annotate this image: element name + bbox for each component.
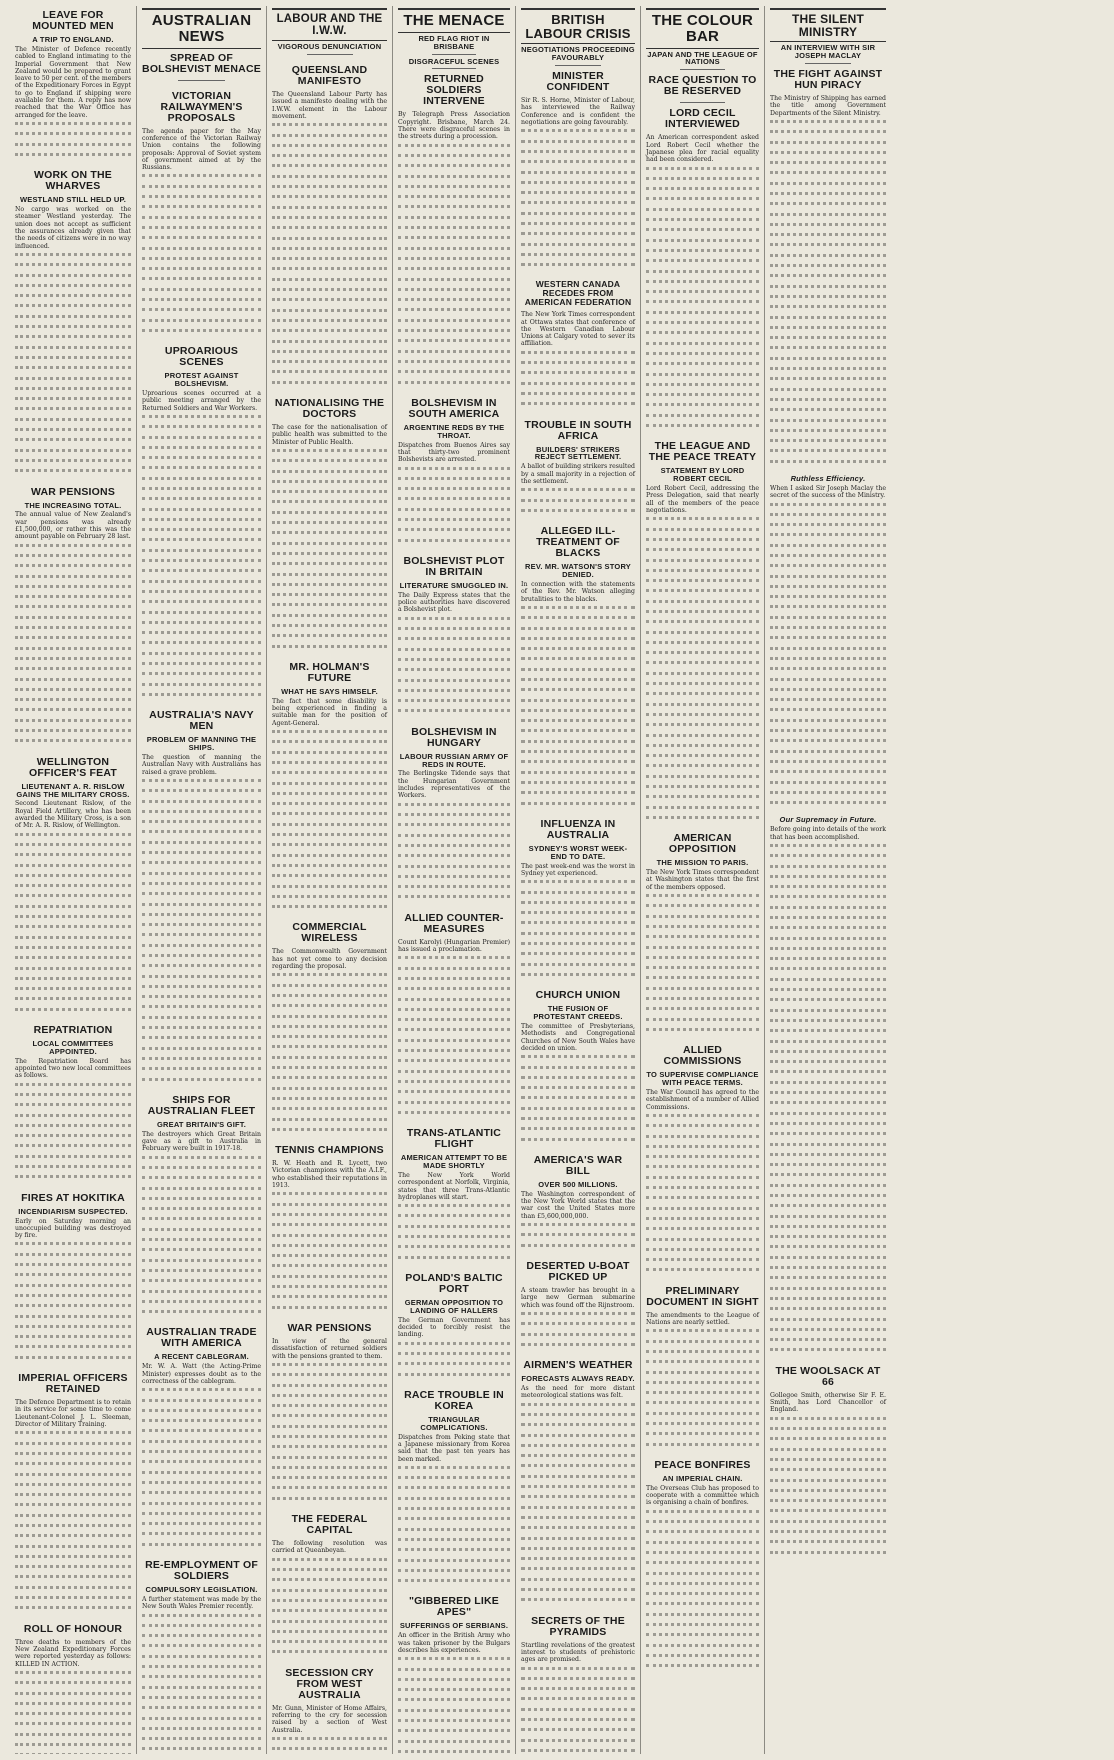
text-filler [15,1671,131,1754]
article-text: The New York Times correspondent at Ottawa states that conference of the Western Canadian Labour Unions at Calgary voted to sever its affiliation. [521,311,635,348]
article-war-pensions-2 [272,1321,387,1504]
headline: LEAVE FOR MOUNTED MEN [32,9,114,33]
headline: AIRMEN'S WEATHER [523,1359,633,1372]
headline: TRANS-ATLANTIC FLIGHT [406,1127,502,1151]
text-filler [521,606,635,809]
headline: WESTERN CANADA RECEDES FROM AMERICAN FEDERATION [524,279,632,308]
article-south-africa [521,418,635,517]
text-filler [521,1312,635,1350]
article-colour-bar [646,8,759,431]
headline: BRITISH LABOUR CRISIS [521,8,635,44]
divider [432,54,477,55]
article-railwaymen [142,89,261,337]
column-3 [267,6,393,1754]
article-ruthless-efficiency [770,475,886,808]
subheading: LIEUTENANT A. R. RISLOW GAINS THE MILITARY CROSS. [16,781,130,799]
text-filler [15,544,131,747]
article-text: A ballot of building strikers resulted by a small majority in a rejection of the settlement. [521,463,635,485]
article-trade-america [142,1325,261,1550]
text-filler [15,1083,131,1183]
article-text: The Minister of Defence recently cabled to England intimating to the Imperial Government that New Zealand would be prepared to grant leave to 50 per cent. of the members of the Expeditionary Forces in Egypt to go to England if shipping were available for them. A reply has now reached that the War Office has arranged for the leave. [15,45,131,119]
headline: CHURCH UNION [535,989,621,1002]
article-text: Before going into details of the work that has been accomplished. [770,826,886,841]
text-filler [272,730,387,912]
article-supremacy-future [770,816,886,1355]
article-text: The destroyers which Great Britain gave as a gift to Australia in February were built in 1917-18. [142,1130,261,1153]
article-text: The New York Times correspondent at Washington states that the first of the members opposed. [646,869,759,891]
article-imperial-officers [15,1371,131,1614]
subheading: GERMAN OPPOSITION TO LANDING OF HALLERS [404,1297,504,1315]
headline: RACE QUESTION TO BE RESERVED [648,74,757,98]
headline: WORK ON THE WHARVES [33,169,113,193]
text-filler [770,503,886,809]
article-text: The agenda paper for the May conference of the Victorian Railway Union contains the following proposals: Approval of Soviet system of government aimed at by the Russians. [142,127,261,172]
subheading: THE FUSION OF PROTESTANT CREEDS. [533,1004,623,1022]
article-labour-iww [272,8,387,55]
headline: REPATRIATION [33,1023,113,1036]
headline: ROLL OF HONOUR [23,1622,123,1635]
headline: THE FEDERAL CAPITAL [291,1513,368,1537]
article-text: The past week-end was the worst in Sydney yet experienced. [521,862,635,877]
subheading: LOCAL COMMITTEES APPOINTED. [32,1039,114,1056]
subheading: PROTEST AGAINST BOLSHEVISM. [164,371,239,389]
text-filler [521,1055,635,1145]
headline: FIRES AT HOKITIKA [21,1191,125,1204]
column-2 [137,6,267,1754]
article-text: Three deaths to members of the New Zealand Expeditionary Forces were reported yesterday as follows: KILLED IN ACTION. [15,1638,131,1668]
headline: RETURNED SOLDIERS INTERVENE [423,73,485,108]
article-text: Mr. W. A. Watt (the Acting-Prime Minister) expresses doubt as to the correctness of the cablegram. [142,1363,261,1385]
column-4 [393,6,516,1754]
headline: AUSTRALIAN TRADE WITH AMERICA [146,1326,257,1350]
text-filler [646,894,759,1035]
article-pyramids [521,1614,635,1754]
article-u-boat [521,1259,635,1350]
article-wharves [15,168,131,476]
headline: WAR PENSIONS [30,485,116,498]
divider [432,68,477,69]
divider [680,69,725,70]
headline: BOLSHEVISM IN HUNGARY [411,725,497,749]
text-filler [142,1156,261,1318]
headline: BOLSHEVISM IN SOUTH AMERICA [408,396,500,420]
article-text: The case for the nationalisation of public health was submitted to the Minister of Public Health. [272,424,387,446]
article-fires-hokitika [15,1191,131,1363]
article-federal-capital [272,1512,387,1658]
headline: MR. HOLMAN'S FUTURE [289,660,370,684]
text-filler [272,1558,387,1658]
text-filler [646,1329,759,1450]
article-text: The Overseas Club has proposed to cooperate with a committee which is organising a chain of bonfires. [646,1484,759,1507]
article-uproarious [142,344,261,700]
headline: COMMERCIAL WIRELESS [292,921,367,945]
article-menace [398,8,510,388]
article-text: Dispatches from Peking state that a Japanese missionary from Korea said that the past ten years has been marked. [398,1433,510,1463]
subheading: TRIANGULAR COMPLICATIONS. [420,1414,488,1432]
article-repatriation [15,1023,131,1183]
article-influenza [521,817,635,980]
headline: AMERICA'S WAR BILL [533,1153,623,1177]
article-text: Early on Saturday morning an unoccupied building was destroyed by fire. [15,1217,131,1240]
article-nationalising-doctors [272,396,387,652]
divider [680,102,725,103]
subheading: JAPAN AND THE LEAGUE OF NATIONS [647,49,758,67]
text-filler [272,123,387,388]
article-text: Dispatches from Buenos Aires say that thirty-two prominent Bolshevists are arrested. [398,441,510,464]
text-filler [15,833,131,1015]
headline: THE FIGHT AGAINST HUN PIRACY [773,67,883,91]
article-text: The War Council has agreed to the establishment of a number of Allied Commissions. [646,1089,759,1111]
article-text: The Daily Express states that the police authorities have discovered a Bolshevist plot. [398,591,510,614]
text-filler [15,253,131,477]
text-filler [521,351,635,410]
subheading: FORECASTS ALWAYS READY. [521,1374,635,1384]
text-filler [142,174,261,336]
article-airmen-weather [521,1358,635,1605]
text-filler [398,467,510,546]
article-secession [272,1666,387,1754]
article-american-opposition [646,831,759,1035]
text-filler [15,1431,131,1613]
text-filler [15,122,131,160]
headline: PRELIMINARY DOCUMENT IN SIGHT [646,1284,759,1308]
text-filler [646,1114,759,1276]
article-text: The Berlingske Tidende says that the Hungarian Government includes representatives of the Workers. [398,770,510,800]
headline: ALLIED COUNTER-MEASURES [404,911,504,935]
headline: TROUBLE IN SOUTH AFRICA [524,418,632,442]
subheading: WHAT HE SAYS HIMSELF. [281,686,378,696]
text-filler [521,1667,635,1754]
subheading: A TRIP TO ENGLAND. [32,35,114,45]
divider [555,65,601,66]
text-filler [521,488,635,516]
subheading: THE INCREASING TOTAL. [24,500,122,510]
subheading: DISGRACEFUL SCENES [408,56,500,66]
text-filler [272,1192,387,1313]
subheading: THE MISSION TO PARIS. [656,858,749,868]
article-text: Uproarious scenes occurred at a public meeting arranged by the Returned Soldiers and War Workers. [142,389,261,412]
article-text: Second Lieutenant Rislow, of the Royal Field Artillery, who has been awarded the Military Cross, is a son of Mr. A. R. Rislow, of Wellington. [15,800,131,830]
text-filler [398,1657,510,1754]
subheading: SUFFERINGS OF SERBIANS. [399,1621,509,1631]
headline: THE MENACE [398,8,510,33]
text-filler [272,1737,387,1754]
headline: RACE TROUBLE IN KOREA [404,1388,504,1412]
article-wellington-officer [15,755,131,1015]
text-filler [15,1242,131,1363]
article-text: When I asked Sir Joseph Maclay the secret of the success of the Ministry. [770,484,886,500]
text-filler [142,415,261,700]
article-holman-future [272,660,387,913]
subheading: PROBLEM OF MANNING THE SHIPS. [146,735,257,753]
article-text: The Queensland Labour Party has issued a manifesto dealing with the I.W.W. element in the Labour movement. [272,91,387,120]
article-australian-news [142,8,261,81]
column-5 [516,6,641,1754]
text-filler [398,1466,510,1587]
subheading: INCENDIARISM SUSPECTED. [18,1206,128,1216]
subheading: VIGOROUS DENUNCIATION [277,42,382,52]
article-text: A steam trawler has brought in a large new German submarine which was found off the Rijnstroom. [521,1287,635,1309]
headline: THE WOOLSACK AT 66 [775,1364,881,1388]
headline: SECRETS OF THE PYRAMIDS [531,1614,625,1638]
subheading: NEGOTIATIONS PROCEEDING FAVOURABLY [521,45,635,63]
subheading: TO SUPERVISE COMPLIANCE WITH PEACE TERMS. [646,1070,759,1088]
headline: WAR PENSIONS [287,1321,372,1334]
article-tennis [272,1143,387,1313]
text-filler [646,1510,759,1672]
subheading: STATEMENT BY LORD ROBERT CECIL [660,466,745,484]
divider [178,80,226,81]
subheading: RED FLAG RIOT IN BRISBANE [418,33,490,51]
headline: AUSTRALIAN NEWS [142,8,261,49]
headline: "GIBBERED LIKE APES" [408,1595,500,1619]
article-text: Sir R. S. Horne, Minister of Labour, has interviewed the Railway Conference and is confident the negotiations are going favourably. [521,97,635,126]
headline: THE LEAGUE AND THE PEACE TREATY [648,440,757,464]
text-filler [142,1614,261,1754]
article-allied-counter [398,911,510,1118]
headline: ALLEGED ILL-TREATMENT OF BLACKS [536,525,620,560]
subheading: AN INTERVIEW WITH SIR JOSEPH MACLAY [780,43,876,61]
headline: DESERTED U-BOAT PICKED UP [526,1259,630,1283]
article-text: The following resolution was carried at Queanbeyan. [272,1540,387,1555]
article-trans-atlantic [398,1126,510,1263]
article-navy-men [142,708,261,1085]
subheading: GREAT BRITAIN'S GIFT. [156,1119,247,1129]
article-gibbered-apes [398,1594,510,1754]
text-filler [398,1342,510,1380]
headline: LABOUR AND THE I.W.W. [272,8,387,41]
headline: SHIPS FOR AUSTRALIAN FLEET [147,1093,256,1117]
subheading: AMERICAN ATTEMPT TO BE MADE SHORTLY [400,1153,508,1171]
subheading: Our Supremacy in Future. [779,815,877,825]
article-text: An officer in the British Army who was taken prisoner by the Bulgars describes his experiences. [398,1632,510,1654]
article-poland-port [398,1271,510,1380]
headline: AUSTRALIA'S NAVY MEN [149,709,254,733]
article-text: The German Government has decided to forcibly resist the landing. [398,1316,510,1339]
text-filler [142,779,261,1085]
subheading: BUILDERS' STRIKERS REJECT SETTLEMENT. [534,444,622,462]
subheading: AN IMPERIAL CHAIN. [662,1473,743,1483]
headline: INFLUENZA IN AUSTRALIA [540,817,616,841]
article-ill-treatment [521,524,635,809]
article-church-union [521,988,635,1145]
article-woolsack [770,1364,886,1558]
article-text: The Ministry of Shipping has earned the title among Government Departments of the Silent Ministry. [770,94,886,117]
article-text: The Defence Department is to retain in its service for some time to come Lieutenant-Colonel J. L. Sleeman, Director of Military Training. [15,1399,131,1429]
headline: VICTORIAN RAILWAYMEN'S PROPOSALS [160,89,243,124]
article-silent-ministry [770,8,886,467]
article-text: The Commonwealth Government has not yet come to any decision regarding the proposal. [272,948,387,971]
headline: IMPERIAL OFFICERS RETAINED [18,1372,128,1396]
article-western-canada [521,278,635,409]
article-war-pensions [15,485,131,747]
text-filler [272,449,387,652]
article-text: Mr. Gunn, Minister of Home Affairs, referring to the cry for secession raised by a section of West Australia. [272,1704,387,1734]
text-filler [398,956,510,1118]
subheading: SPREAD OF BOLSHEVIST MENACE [142,51,261,75]
subheading: OVER 500 MILLIONS. [538,1179,618,1189]
text-filler [521,1223,635,1251]
headline: AMERICAN OPPOSITION [668,832,737,856]
article-text: The amendments to the League of Nations are nearly settled. [646,1311,759,1327]
article-queensland-manifesto [272,63,387,388]
article-league-peace [646,439,759,823]
subheading: ARGENTINE REDS BY THE THROAT. [403,422,505,440]
headline: WELLINGTON OFFICER'S FEAT [29,755,117,779]
article-bolshevist-plot [398,554,510,717]
subheading: LITERATURE SMUGGLED IN. [399,580,509,590]
text-filler [142,1388,261,1550]
article-text: The New York World correspondent at Norfolk, Virginia, states that three Trans-Atlantic hydroplanes will start. [398,1171,510,1201]
text-filler [770,1417,886,1558]
article-labour-crisis [521,8,635,270]
headline: NATIONALISING THE DOCTORS [274,397,385,421]
article-leave-mounted-men [15,8,131,160]
headline: BOLSHEVIST PLOT IN BRITAIN [403,554,505,578]
article-text: The fact that some disability is being experienced in finding a suitable man for the position of Agent-General. [272,697,387,727]
article-korea [398,1388,510,1587]
article-text: The annual value of New Zealand's war pensions was already £1,500,000, or rather this was the amount payable on February 28 last. [15,511,131,541]
subheading: WESTLAND STILL HELD UP. [20,195,126,205]
article-peace-bonfires [646,1458,759,1672]
headline: TENNIS CHAMPIONS [275,1144,384,1157]
article-text: The committee of Presbyterians, Methodists and Congregational Churches of New South Wales have decided on union. [521,1023,635,1052]
headline: THE COLOUR BAR [646,8,759,49]
article-war-bill [521,1153,635,1251]
text-filler [398,144,510,388]
headline: SECESSION CRY FROM WEST AUSTRALIA [285,1666,374,1701]
article-text: An American correspondent asked Lord Robert Cecil whether the Japanese plea for racial equality had been considered. [646,134,759,164]
text-filler [398,1204,510,1263]
column-7 [765,6,891,1754]
text-filler [521,1403,635,1606]
article-bolshevism-south-america [398,396,510,546]
article-text: The question of manning the Australian Navy with Australians has raised a grave problem. [142,754,261,776]
headline: PEACE BONFIRES [654,1458,751,1471]
article-allied-commissions [646,1043,759,1275]
headline: THE SILENT MINISTRY [770,8,886,42]
text-filler [398,617,510,717]
article-text: R. W. Heath and R. Lycett, two Victorian champions with the A.I.F., who established their reputations in 1913. [272,1160,387,1190]
article-text: The Washington correspondent of the New York World states that the war cost the United States more than £5,600,000,000. [521,1190,635,1220]
text-filler [521,129,635,270]
article-roll-of-honour [15,1622,131,1754]
article-re-employment [142,1558,261,1754]
text-filler [272,973,387,1135]
article-text: Gollegoe Smith, otherwise Sir F. E. Smith, has Lord Chancellor of England. [770,1391,886,1414]
article-text: Lord Robert Cecil, addressing the Press Delegation, said that nearly all of the members of the peace negotiations. [646,485,759,514]
divider [307,54,353,55]
headline: UPROARIOUS SCENES [164,345,239,369]
article-text: In view of the general dissatisfaction of returned soldiers with the pensions granted to them. [272,1337,387,1360]
headline: ALLIED COMMISSIONS [663,1044,742,1068]
article-ships-fleet [142,1093,261,1318]
text-filler [770,844,886,1356]
column-1 [10,6,137,1754]
headline: RE-EMPLOYMENT OF SOLDIERS [145,1559,258,1583]
article-bolshevism-hungary [398,725,510,903]
headline: MINISTER CONFIDENT [546,70,610,94]
article-text: As the need for more distant meteorological stations was felt. [521,1385,635,1400]
subheading: REV. MR. WATSON'S STORY DENIED. [525,562,631,580]
text-filler [646,517,759,823]
article-preliminary-document [646,1284,759,1450]
headline: LORD CECIL INTERVIEWED [665,107,740,131]
subheading: Ruthless Efficiency. [790,474,866,483]
article-text: Count Karolyi (Hungarian Premier) has issued a proclamation. [398,938,510,954]
headline: QUEENSLAND MANIFESTO [291,64,368,88]
text-filler [646,167,759,432]
subheading: SYDNEY'S WORST WEEK-END TO DATE. [528,843,628,861]
subheading: A RECENT CABLEGRAM. [154,1352,249,1362]
article-text: No cargo was worked on the steamer Westland yesterday. The union does not accept as sufficient the assurances already given that the needs of citizens were in no way influenced. [15,206,131,250]
article-text: The Repatriation Board has appointed two new local committees as follows. [15,1057,131,1080]
subheading: COMPULSORY LEGISLATION. [145,1585,258,1595]
article-commercial-wireless [272,920,387,1135]
text-filler [770,120,886,467]
headline: POLAND'S BALTIC PORT [405,1271,503,1295]
divider [805,63,851,64]
article-text: By Telegraph Press Association Copyright. Brisbane, March 24. There were disgraceful scenes in the streets during a procession. [398,111,510,141]
text-filler [398,803,510,903]
text-filler [272,1363,387,1504]
article-text: Startling revelations of the greatest interest to students of prehistoric ages are promised. [521,1641,635,1664]
subheading: LABOUR RUSSIAN ARMY OF REDS IN ROUTE. [399,751,509,769]
text-filler [521,880,635,980]
column-6 [641,6,765,1754]
article-text: In connection with the statements of the Rev. Mr. Watson alleging brutalities to the blacks. [521,580,635,603]
article-text: A further statement was made by the New South Wales Premier recently. [142,1595,261,1611]
